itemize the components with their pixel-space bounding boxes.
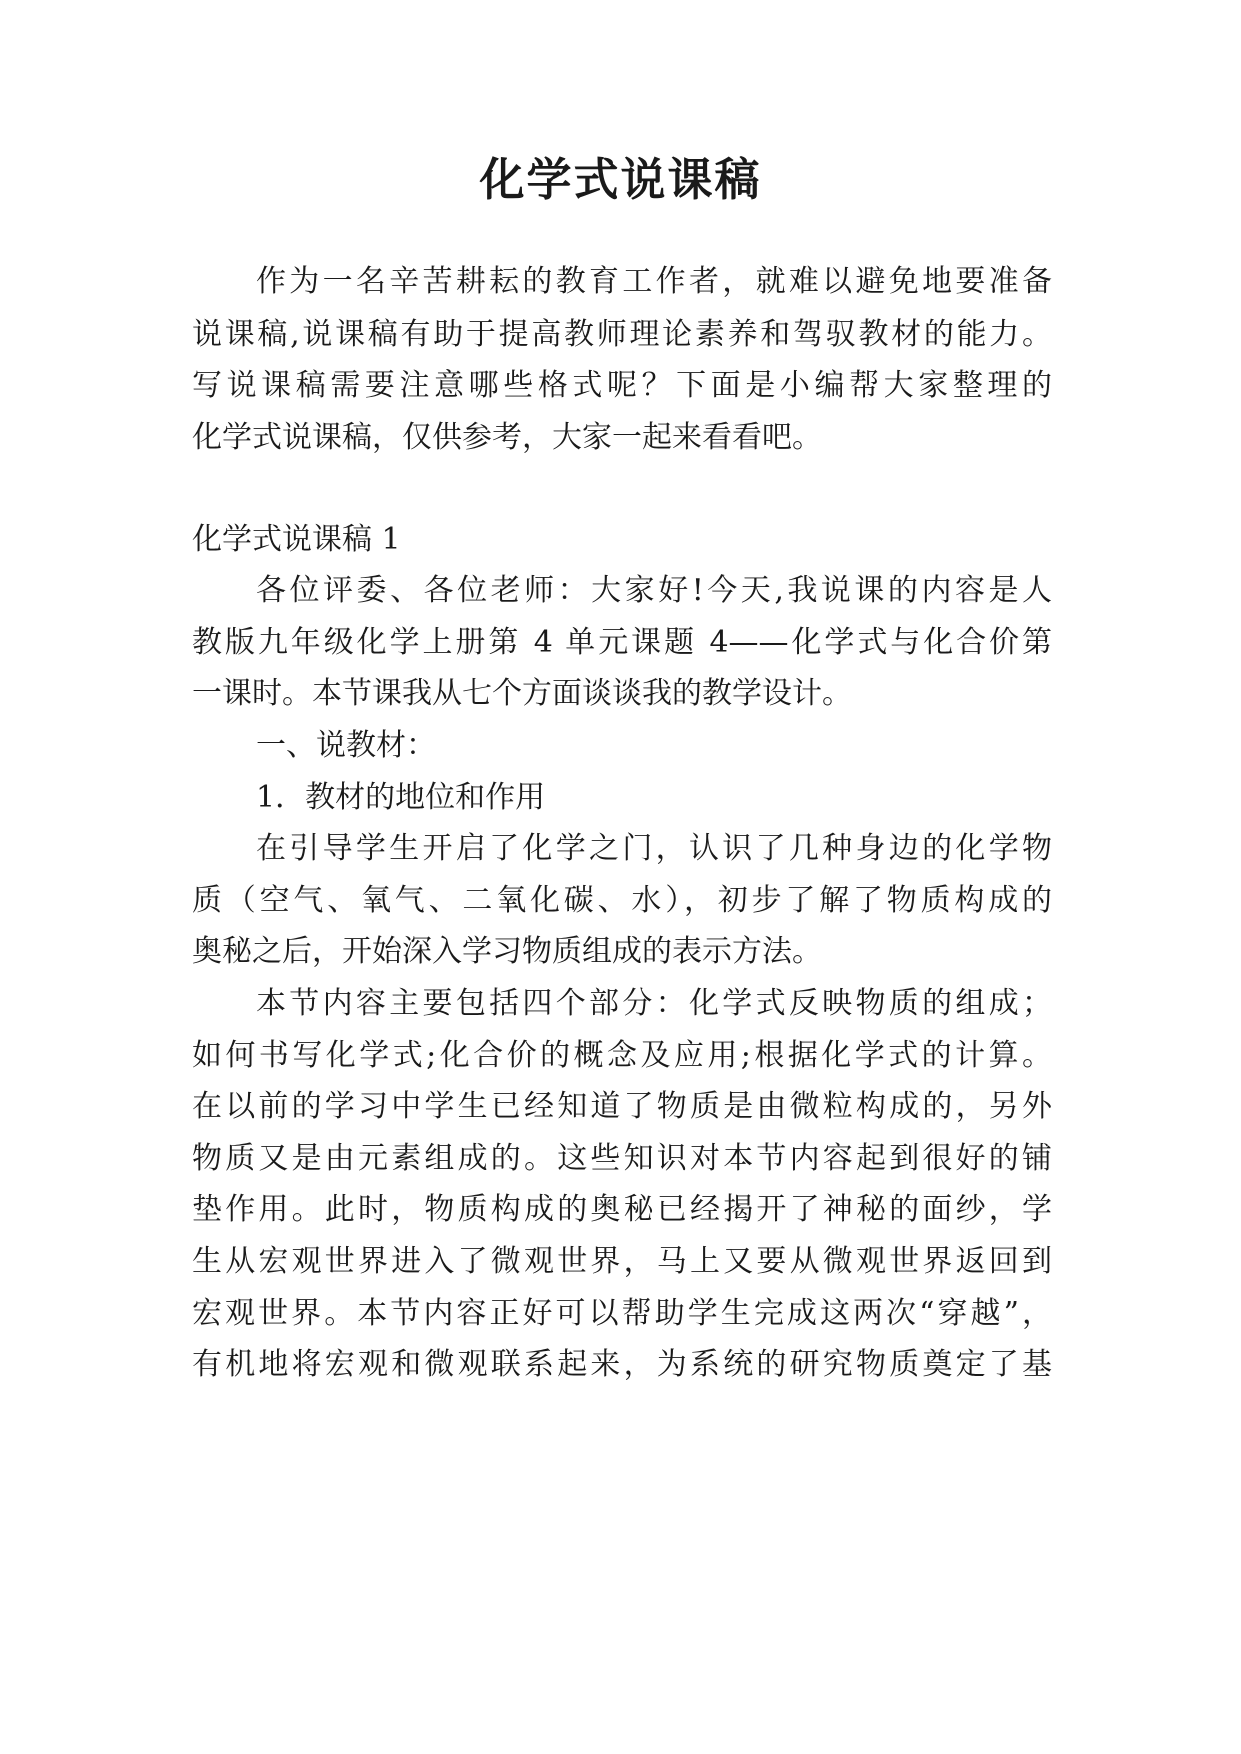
para2-line-6: 生从宏观世界进入了微观世界，马上又要从微观世界返回到	[192, 1244, 1052, 1279]
para1-line-1: 在引导学生开启了化学之门，认识了几种身边的化学物	[256, 831, 1052, 866]
para1-line-3: 奥秘之后，开始深入学习物质组成的表示方法。	[192, 934, 822, 969]
intro-line-4: 化学式说课稿，仅供参考，大家一起来看看吧。	[192, 420, 822, 455]
intro-line-2: 说课稿,说课稿有助于提高教师理论素养和驾驭教材的能力。	[192, 317, 1052, 352]
para1-line-2: 质（空气、氧气、二氧化碳、水），初步了解了物质构成的	[192, 883, 1052, 918]
para2-line-7: 宏观世界。本节内容正好可以帮助学生完成这两次“穿越”，	[192, 1296, 1052, 1331]
para2-line-4: 物质又是由元素组成的。这些知识对本节内容起到很好的铺	[192, 1141, 1052, 1176]
section-heading: 化学式说课稿 1	[192, 522, 401, 557]
para2-line-1: 本节内容主要包括四个部分：化学式反映物质的组成；	[256, 986, 1052, 1021]
document-title: 化学式说课稿	[479, 153, 762, 206]
greeting-line-2: 教版九年级化学上册第 4 单元课题 4——化学式与化合价第	[192, 625, 1052, 660]
intro-line-1: 作为一名辛苦耕耘的教育工作者，就难以避免地要准备	[256, 264, 1052, 299]
para2-line-5: 垫作用。此时，物质构成的奥秘已经揭开了神秘的面纱，学	[192, 1192, 1052, 1227]
greeting-line-1: 各位评委、各位老师：大家好!今天,我说课的内容是人	[256, 573, 1052, 608]
greeting-line-3: 一课时。本节课我从七个方面谈谈我的教学设计。	[192, 676, 852, 711]
para2-line-8: 有机地将宏观和微观联系起来，为系统的研究物质奠定了基	[192, 1347, 1052, 1382]
part-heading: 一、说教材：	[256, 728, 436, 763]
para2-line-2: 如何书写化学式;化合价的概念及应用;根据化学式的计算。	[192, 1038, 1052, 1073]
para2-line-3: 在以前的学习中学生已经知道了物质是由微粒构成的，另外	[192, 1089, 1052, 1124]
intro-line-3: 写说课稿需要注意哪些格式呢？下面是小编帮大家整理的	[192, 368, 1052, 403]
sub-heading: 1．教材的地位和作用	[256, 780, 546, 815]
